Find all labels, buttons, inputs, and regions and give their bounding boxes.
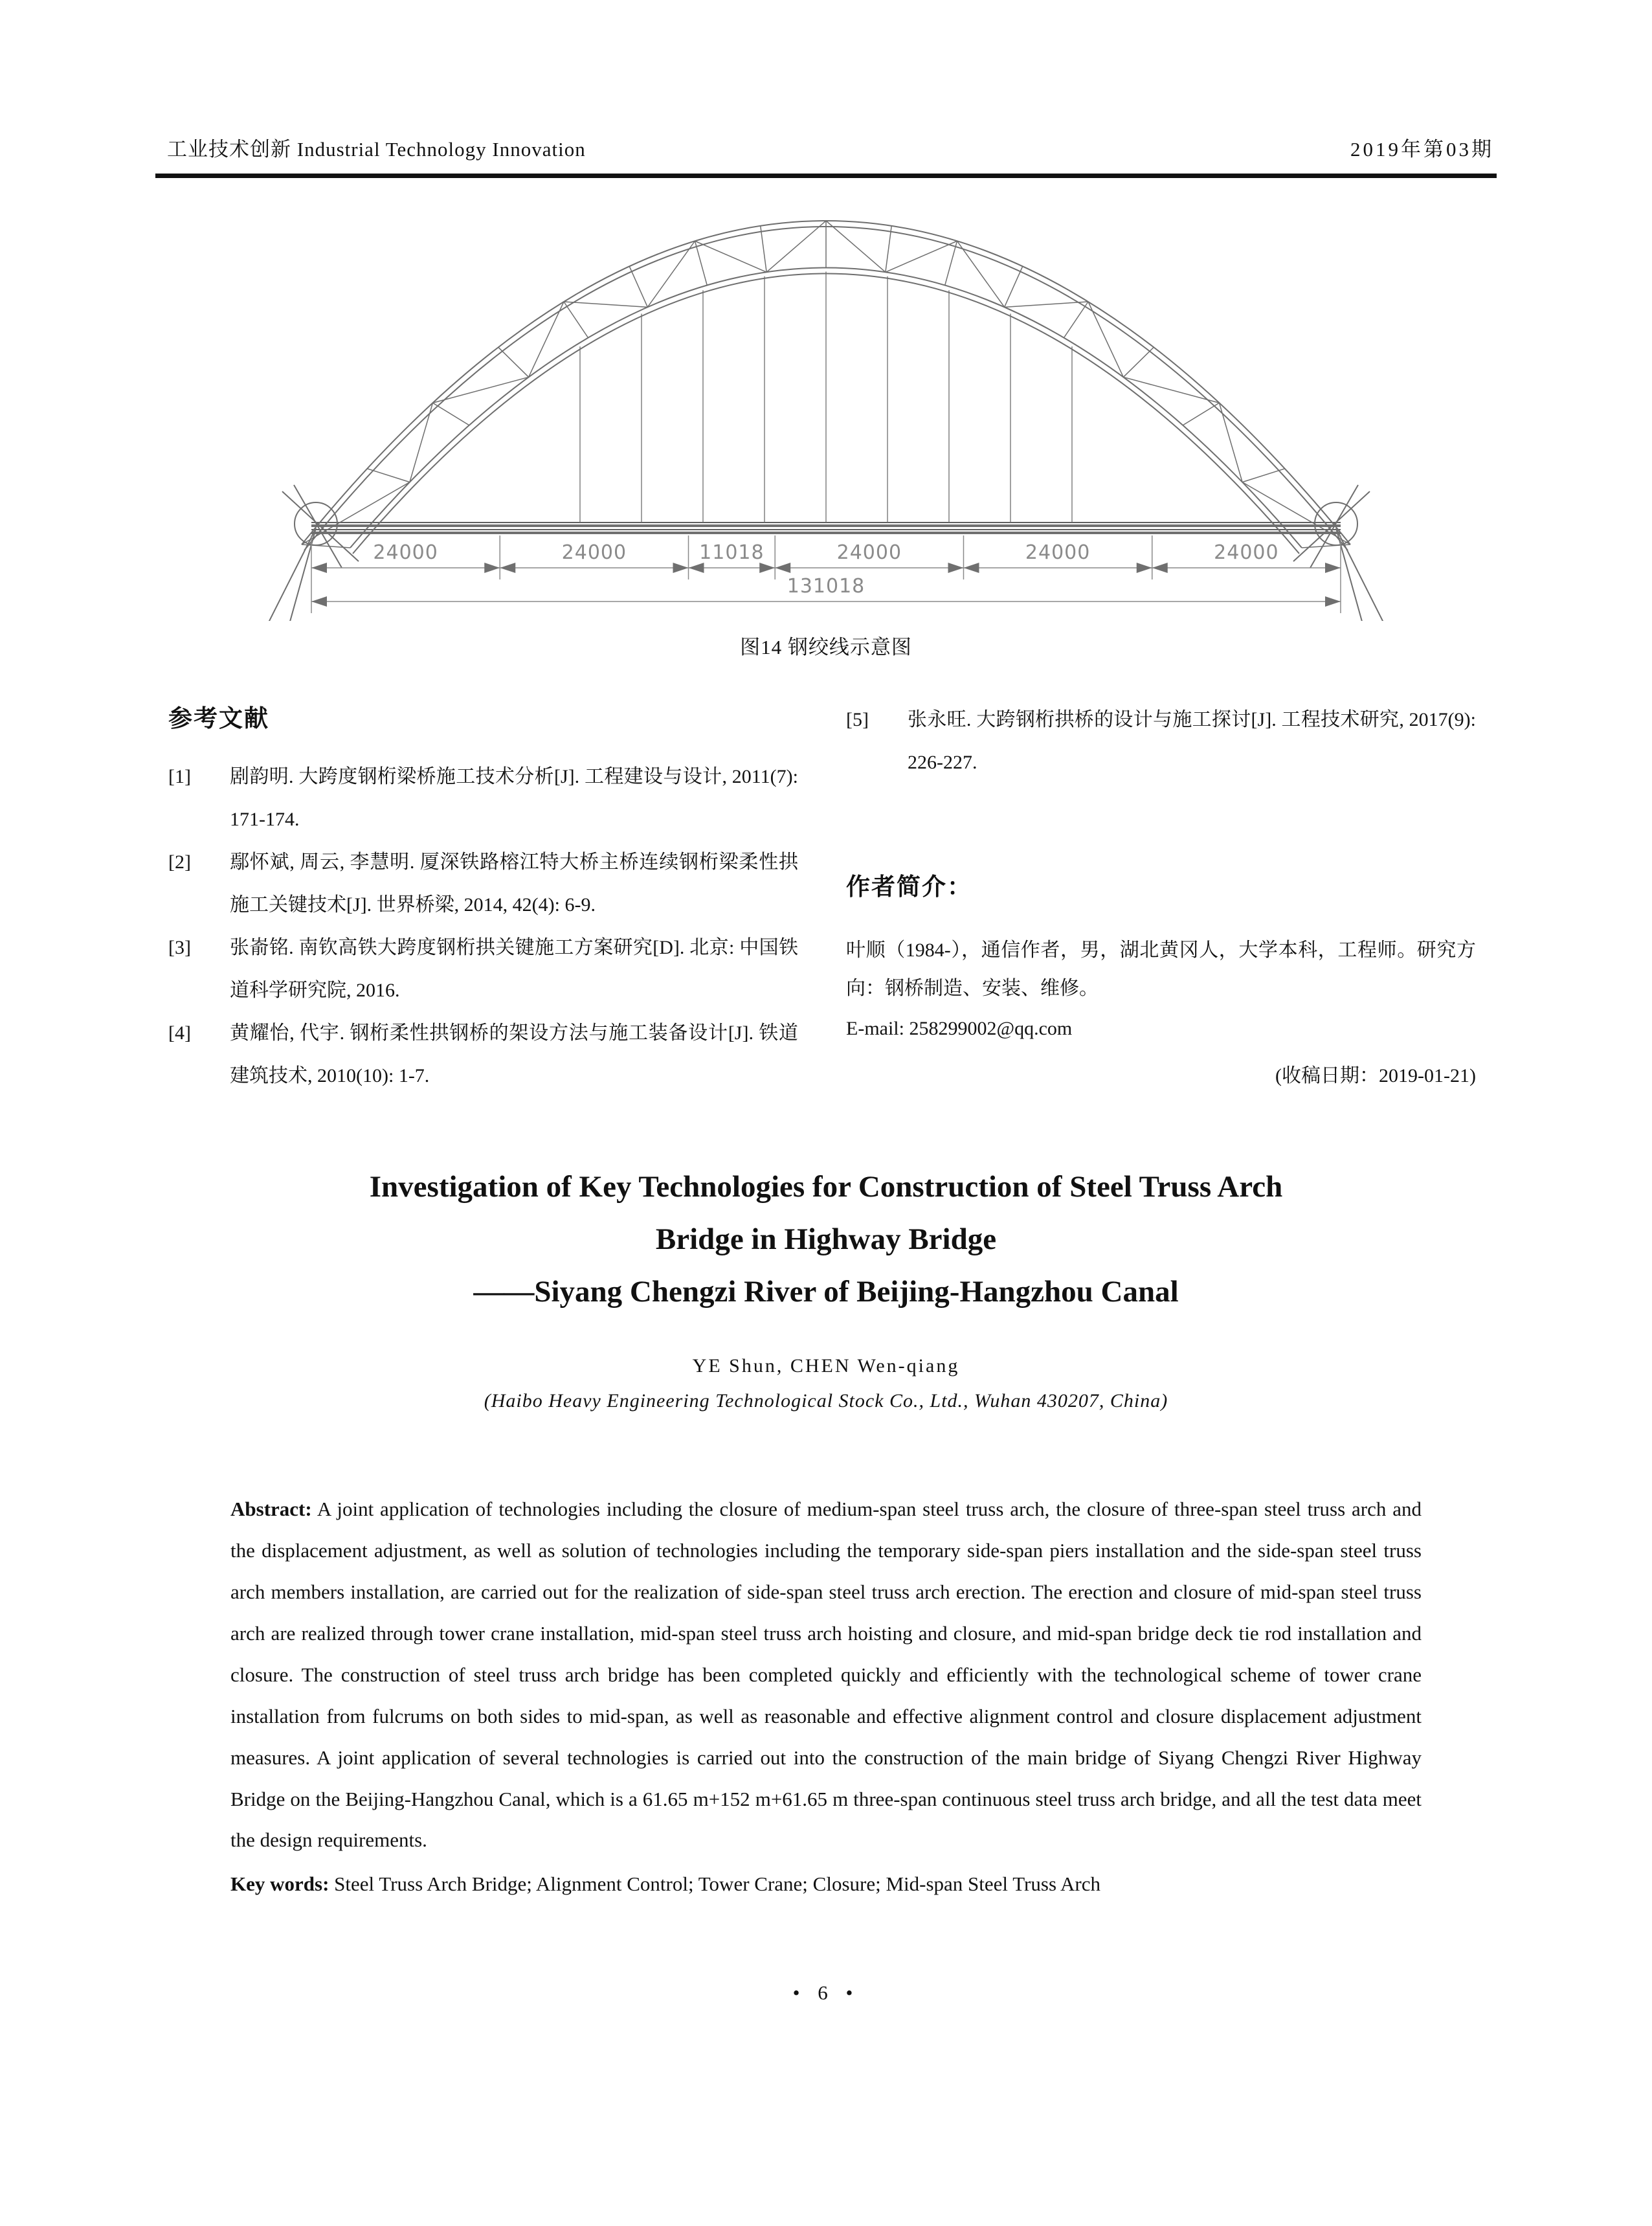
title-subtitle: ——Siyang Chengzi River of Beijing-Hangzhou Canal <box>473 1274 1179 1309</box>
issue-number: 2019年第03期 <box>1350 138 1494 161</box>
reference-item <box>846 699 1476 784</box>
author-email: E-mail: 258299002@qq.com <box>846 1018 1073 1039</box>
reference-marker: [1] <box>168 766 191 787</box>
figure-14-block <box>0 201 1652 660</box>
dimension-label: 24000 <box>836 541 902 564</box>
reference-marker: [2] <box>168 851 191 873</box>
reference-item <box>168 756 798 841</box>
dimension-label: 11018 <box>699 541 765 564</box>
references-heading: 参考文献 <box>168 706 269 732</box>
bridge-strand-diagram <box>256 201 1396 621</box>
deck-strand-lines <box>311 523 1341 533</box>
keywords-label: Key words: <box>230 1872 329 1896</box>
received-date: (收稿日期：2019-01-21) <box>1275 1065 1476 1086</box>
page-header <box>167 133 1494 162</box>
reference-text: 黄耀怡, 代宇. 钢桁柔性拱钢桥的架设方法与施工装备设计[J]. 铁道建筑技术, 2010(10): 1-7. <box>230 1022 798 1086</box>
right-column <box>846 699 1476 1097</box>
title-line: Investigation of Key Technologies for Construction of Steel Truss Arch <box>369 1170 1283 1204</box>
reference-marker: [5] <box>846 709 869 730</box>
dimension-lines <box>311 535 1341 613</box>
dimension-label: 24000 <box>1214 541 1279 564</box>
keywords-line <box>230 1863 1422 1905</box>
dimension-label: 24000 <box>1025 541 1091 564</box>
reference-text: 张永旺. 大跨钢桁拱桥的设计与施工探讨[J]. 工程技术研究, 2017(9): 226-227. <box>908 709 1476 773</box>
references-and-bio <box>168 699 1484 1097</box>
journal-name: 工业技术创新 Industrial Technology Innovation <box>167 138 586 161</box>
english-title <box>169 1161 1483 1318</box>
page-number: • 6 • <box>792 1981 860 2005</box>
header-rule <box>155 174 1497 178</box>
left-column <box>168 699 798 1097</box>
dimension-label: 24000 <box>373 541 438 564</box>
reference-item <box>168 927 798 1012</box>
reference-text: 剧韵明. 大跨度钢桁梁桥施工技术分析[J]. 工程建设与设计, 2011(7): 171-174. <box>230 766 798 830</box>
reference-marker: [3] <box>168 937 191 958</box>
author-bio-heading: 作者简介： <box>846 874 972 901</box>
title-line: Bridge in Highway Bridge <box>655 1222 997 1256</box>
abstract-paragraph <box>230 1489 1422 1861</box>
reference-item <box>168 1012 798 1097</box>
abstract-block <box>230 1489 1422 1905</box>
figure-caption: 图14 钢绞线示意图 <box>740 636 912 658</box>
author-bio-text: 叶顺（1984-），通信作者，男，湖北黄冈人，大学本科，工程师。研究方向：钢桥制造、安装、维修。 <box>846 939 1476 999</box>
hangers <box>580 272 1072 523</box>
abstract-text: A joint application of technologies including the closure of medium-span steel truss arch, the closure of three-span steel truss arch and the displacement adjustment, as well as solution of technologies including the temporary side-span piers installation and the side-span steel truss arch members installation, are carried out for the realization of side-span steel truss arch erection. The erection and closure of mid-span steel truss arch are realized through tower crane installation, mid-span steel truss arch hoisting and closure, and mid-span bridge deck tie rod installation and closure. The construction of steel truss arch bridge has been completed quickly and efficiently with the technological scheme of tower crane installation from fulcrums on both sides to mid-span, as well as reasonable and effective alignment control and closure displacement adjustment measures. A joint application of several technologies is carried out into the construction of the main bridge of Siyang Chengzi River Highway Bridge on the Beijing-Hangzhou Canal, which is a 61.65 m+152 m+61.65 m three-span continuous steel truss arch bridge, and all the test data meet the design requirements. <box>230 1498 1422 1852</box>
dimension-label: 24000 <box>561 541 627 564</box>
affiliation-line: (Haibo Heavy Engineering Technological Stock Co., Ltd., Wuhan 430207, China) <box>484 1390 1168 1412</box>
total-dimension-label: 131018 <box>787 575 865 598</box>
abstract-label: Abstract: <box>230 1498 312 1521</box>
keywords-text: Steel Truss Arch Bridge; Alignment Control; Tower Crane; Closure; Mid-span Steel Truss Arch <box>329 1872 1101 1896</box>
authors-line: YE Shun, CHEN Wen-qiang <box>692 1355 960 1377</box>
reference-marker: [4] <box>168 1022 191 1044</box>
reference-item <box>168 841 798 927</box>
reference-text: 鄢怀斌, 周云, 李慧明. 厦深铁路榕江特大桥主桥连续钢桁梁柔性拱施工关键技术[J]. 世界桥梁, 2014, 42(4): 6-9. <box>230 851 798 916</box>
reference-text: 张嵛铭. 南钦高铁大跨度钢桁拱关键施工方案研究[D]. 北京: 中国铁道科学研究院, 2016. <box>230 937 798 1001</box>
